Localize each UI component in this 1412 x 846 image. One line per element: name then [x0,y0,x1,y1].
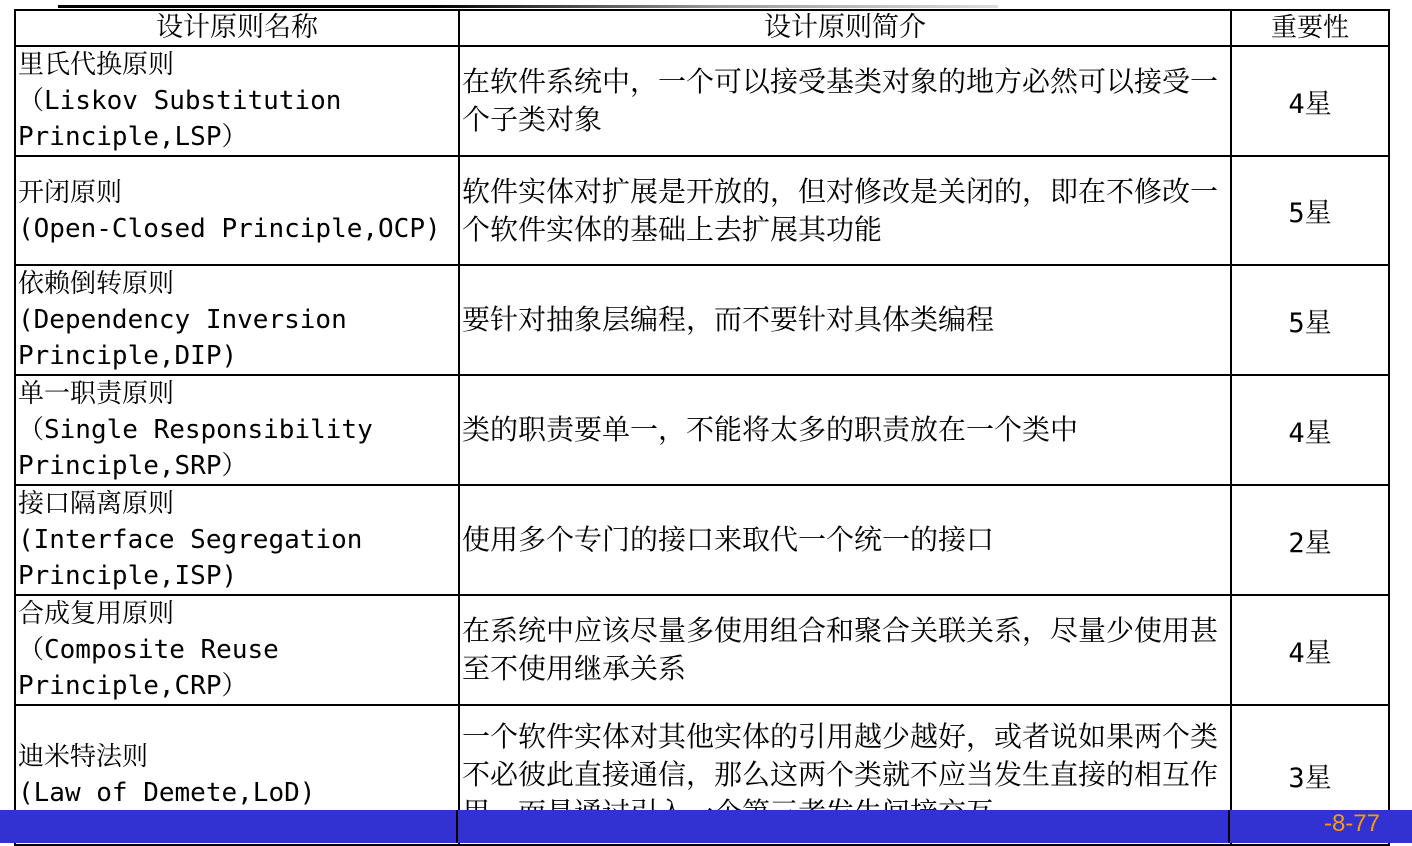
footer-divider [1228,810,1230,843]
principle-name: 单一职责原则 （Single Responsibility Principle,SRP） [15,375,459,485]
principle-name: 里氏代换原则 （Liskov Substitution Principle,LSP） [15,46,459,156]
principle-name: 开闭原则 (Open-Closed Principle,OCP) [15,156,459,265]
table-row [15,265,1389,375]
principle-importance: 4星 [1231,375,1389,485]
principle-importance: 3星 [1231,705,1389,845]
table-header-row [15,10,1389,46]
column-header-name: 设计原则名称 [15,10,459,46]
principle-importance: 4星 [1231,595,1389,705]
principle-description: 软件实体对扩展是开放的，但对修改是关闭的，即在不修改一个软件实体的基础上去扩展其功能 [459,156,1231,265]
principle-importance: 2星 [1231,485,1389,595]
principle-description: 在软件系统中，一个可以接受基类对象的地方必然可以接受一个子类对象 [459,46,1231,156]
top-rule [58,5,998,8]
principle-importance: 5星 [1231,156,1389,265]
table-row [15,595,1389,705]
principle-description: 一个软件实体对其他实体的引用越少越好，或者说如果两个类不必彼此直接通信，那么这两个类就不应当发生直接的相互作 [459,705,1231,845]
principle-name: 迪米特法则 (Law of Demete,LoD) [15,705,459,845]
principle-name: 依赖倒转原则 (Dependency Inversion Principle,DIP) [15,265,459,375]
table-row [15,375,1389,485]
principle-importance: 5星 [1231,265,1389,375]
footer-divider [456,810,458,843]
principle-description: 类的职责要单一，不能将太多的职责放在一个类中 [459,375,1231,485]
column-header-description: 设计原则简介 [459,10,1231,46]
design-principles-table [14,9,1390,846]
table-row [15,485,1389,595]
principle-description: 在系统中应该尽量多使用组合和聚合关联关系，尽量少使用甚至不使用继承关系 [459,595,1231,705]
table-row [15,46,1389,156]
principle-name: 合成复用原则 （Composite Reuse Principle,CRP） [15,595,459,705]
column-header-importance: 重要性 [1231,10,1389,46]
footer-bar [0,810,1412,843]
table-row [15,156,1389,265]
principle-name: 接口隔离原则 (Interface Segregation Principle,ISP) [15,485,459,595]
page-number: -8-77 [1323,810,1380,837]
principle-description: 使用多个专门的接口来取代一个统一的接口 [459,485,1231,595]
principle-importance: 4星 [1231,46,1389,156]
principle-description: 要针对抽象层编程，而不要针对具体类编程 [459,265,1231,375]
